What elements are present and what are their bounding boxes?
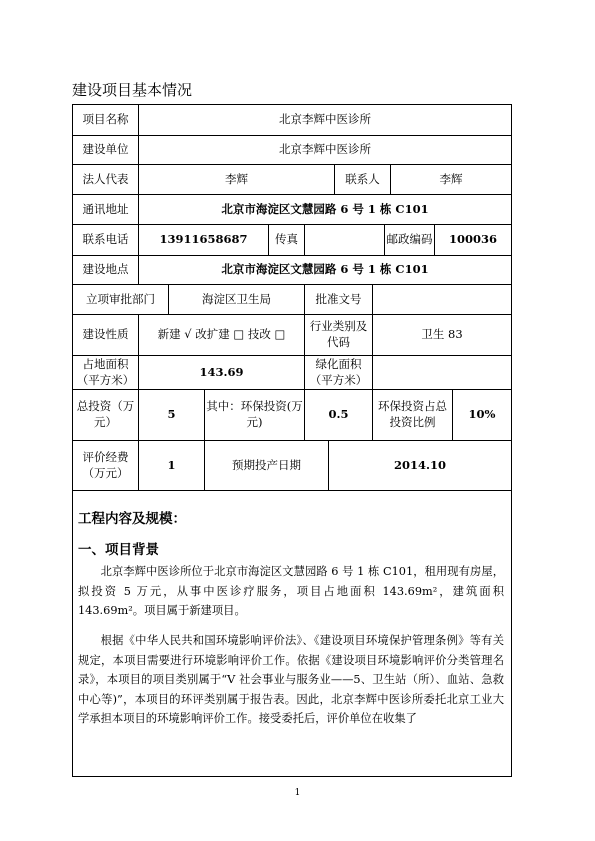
project-name-value: 北京李辉中医诊所 bbox=[139, 105, 511, 136]
unit-label: 建设单位 bbox=[73, 136, 139, 165]
fax-label: 传真 bbox=[269, 225, 305, 256]
eval-fee-label: 评价经费（万元） bbox=[73, 441, 139, 491]
section-heading-scope: 工程内容及规模： bbox=[78, 511, 186, 527]
site-label: 建设地点 bbox=[73, 256, 139, 285]
section-heading-background: 一、项目背景 bbox=[78, 542, 159, 558]
start-date-value: 2014.10 bbox=[329, 441, 511, 491]
address-value: 北京市海淀区文慧园路 6 号 1 栋 C101 bbox=[139, 195, 511, 225]
legal-rep-label: 法人代表 bbox=[73, 165, 139, 195]
eval-fee-value: 1 bbox=[139, 441, 205, 491]
legal-rep-value: 李辉 bbox=[139, 165, 335, 195]
approval-no-label: 批准文号 bbox=[305, 285, 373, 315]
green-area-label: 绿化面积（平方米） bbox=[305, 356, 373, 390]
green-area-value bbox=[373, 356, 511, 390]
site-value: 北京市海淀区文慧园路 6 号 1 栋 C101 bbox=[139, 256, 511, 285]
env-invest-label: 其中：环保投资(万元) bbox=[205, 390, 305, 441]
industry-label: 行业类别及代码 bbox=[305, 315, 373, 356]
phone-label: 联系电话 bbox=[73, 225, 139, 256]
approval-dept-label: 立项审批部门 bbox=[73, 285, 169, 315]
postcode-value: 100036 bbox=[435, 225, 511, 256]
page-number: 1 bbox=[294, 788, 301, 798]
postcode-label: 邮政编码 bbox=[385, 225, 435, 256]
paragraph-eia: 根据《中华人民共和国环境影响评价法》、《建设项目环境保护管理条例》等有关规定，本项目需要进行环境影响评价工作。依据《建设项目环境影响评价分类管理名录》，本项目的项目类别属于“V 社会事业与服务业——5、卫生站（所）、血站、急救中心等)”，本项目的环评类别属于报告表。因此，北京李辉中医诊所委托北京工业大学承担本项目的环境影响评价工作。接受委托后，评价单位在收集了 bbox=[78, 634, 504, 726]
contact-value: 李辉 bbox=[391, 165, 511, 195]
contact-label: 联系人 bbox=[335, 165, 391, 195]
env-ratio-value: 10% bbox=[453, 390, 511, 441]
phone-value: 13911658687 bbox=[139, 225, 269, 256]
project-name-label: 项目名称 bbox=[73, 105, 139, 136]
approval-no-value bbox=[373, 285, 511, 315]
unit-value: 北京李辉中医诊所 bbox=[139, 136, 511, 165]
paragraph-background: 北京李辉中医诊所位于北京市海淀区文慧园路 6 号 1 栋 C101，租用现有房屋，拟投资 5 万元，从事中医诊疗服务，项目占地面积 143.69m²，建筑面积 143.69m²。项目属于新建项目。 bbox=[78, 565, 504, 618]
env-ratio-label: 环保投资占总投资比例 bbox=[373, 390, 453, 441]
fax-value bbox=[305, 225, 385, 256]
start-date-label: 预期投产日期 bbox=[205, 441, 329, 491]
industry-value: 卫生 83 bbox=[373, 315, 511, 356]
floor-area-value: 143.69 bbox=[139, 356, 305, 390]
total-invest-value: 5 bbox=[139, 390, 205, 441]
nature-label: 建设性质 bbox=[73, 315, 139, 356]
floor-area-label: 占地面积（平方米） bbox=[73, 356, 139, 390]
env-invest-value: 0.5 bbox=[305, 390, 373, 441]
total-invest-label: 总投资（万元） bbox=[73, 390, 139, 441]
approval-dept-value: 海淀区卫生局 bbox=[169, 285, 305, 315]
address-label: 通讯地址 bbox=[73, 195, 139, 225]
page-title: 建设项目基本情况 bbox=[72, 81, 193, 99]
nature-value: 新建 √ 改扩建 □ 技改 □ bbox=[139, 315, 305, 356]
